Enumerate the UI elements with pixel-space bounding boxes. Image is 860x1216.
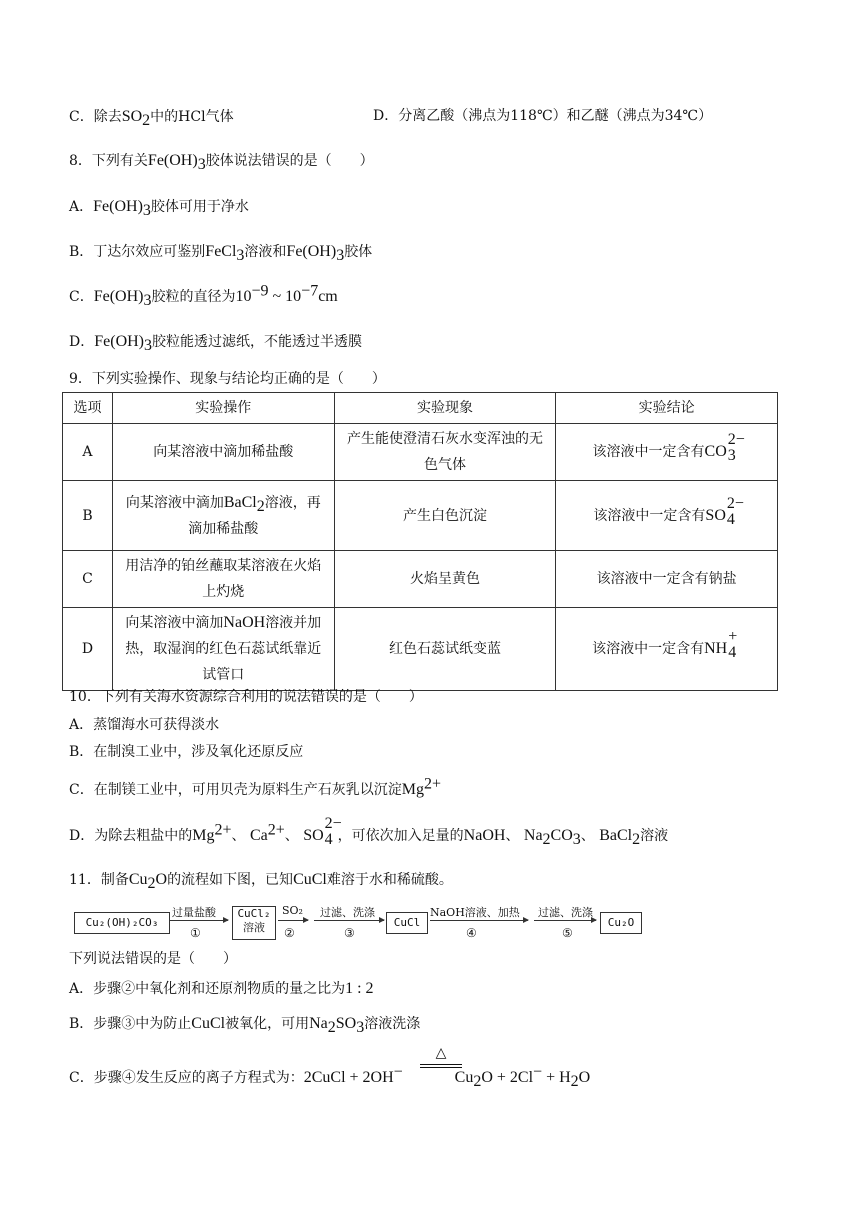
flow-step5-num: ⑤ <box>562 926 573 940</box>
row-observation: 火焰呈黄色 <box>334 551 556 608</box>
q11-option-b: B．步骤③中为防止CuCl被氧化，可用$Na_2SO_3$溶液洗涤 <box>69 1015 421 1036</box>
q10-option-c: C．在制镁工业中，可用贝壳为原料生产石灰乳以沉淀$Mg^{2+}$ <box>69 775 441 798</box>
q9-experiment-table <box>62 392 778 691</box>
q8-option-a: A．$Fe(OH)_3$胶体可用于净水 <box>69 198 249 219</box>
flow-arrow-1 <box>170 920 228 921</box>
q11-stem: 11．制备$Cu_2O$的流程如下图，已知CuCl难溶于水和稀硫酸。 <box>69 871 453 892</box>
table-row <box>63 551 778 608</box>
row-option: B <box>63 481 113 551</box>
flow-step1-num: ① <box>190 926 201 940</box>
row-conclusion: 该溶液中一定含有CO 2− 3 <box>556 424 778 481</box>
heating-condition-sign <box>420 1046 462 1068</box>
q8-option-b: B．丁达尔效应可鉴别FeCl$_3$溶液和$Fe(OH)_3$胶体 <box>69 243 373 264</box>
q10-option-d: D．为除去粗盐中的$Mg^{2+}$、 $Ca^{2+}$、 SO 2− 4 ，可依次加入足量的NaOH、 $Na_2CO_3$、 BaCl$_2$溶液 <box>69 815 669 848</box>
flow-arrow-3 <box>314 920 384 921</box>
q10-option-a: A．蒸馏海水可获得淡水 <box>69 717 220 733</box>
row-operation: 向某溶液中滴加稀盐酸 <box>112 424 334 481</box>
q11-option-a: A．步骤②中氧化剂和还原剂物质的量之比为1 : 2 <box>69 980 374 997</box>
row-observation: 红色石蕊试纸变蓝 <box>334 608 556 691</box>
row-observation: 产生能使澄清石灰水变浑浊的无色气体 <box>334 424 556 481</box>
row-option: D <box>63 608 113 691</box>
equation-double-line <box>420 1064 462 1068</box>
row-operation: 向某溶液中滴加NaOH溶液并加热，取湿润的红色石蕊试纸靠近试管口 <box>112 608 334 691</box>
table-row <box>63 424 778 481</box>
flow-step2-num: ② <box>284 926 295 940</box>
flow-step1-label: 过量盐酸 <box>172 906 216 919</box>
row-option: C <box>63 551 113 608</box>
row-operation: 向某溶液中滴加BaCl$_2$溶液，再滴加稀盐酸 <box>112 481 334 551</box>
flow-step4-label: NaOH溶液、加热 <box>430 906 520 919</box>
flow-arrow-5 <box>534 920 596 921</box>
flow-arrow-4 <box>430 920 528 921</box>
header-operation: 实验操作 <box>112 393 334 424</box>
flow-cucl2-box <box>232 906 276 940</box>
q10-stem: 10．下列有关海水资源综合利用的说法错误的是（ ） <box>69 689 423 705</box>
table-header-row <box>63 393 778 424</box>
row-option: A <box>63 424 113 481</box>
q8-option-c: C．$Fe(OH)_3$胶粒的直径为$10^{-9}$ ~ $10^{-7}cm$ <box>69 282 338 309</box>
flow-cucl2-formula: CuCl₂ <box>237 907 271 920</box>
q7-option-c: C．除去$SO_2$中的HCl气体 <box>69 108 234 129</box>
q8-stem: 8．下列有关$Fe(OH)_3$胶体说法错误的是（ ） <box>69 152 374 173</box>
row-conclusion: 该溶液中一定含有NH + 4 <box>556 608 778 691</box>
header-observation: 实验现象 <box>334 393 556 424</box>
q11-sub-stem: 下列说法错误的是（ ） <box>69 951 237 967</box>
flow-cucl2-solution: 溶液 <box>243 921 265 934</box>
flow-cucl-box: CuCl <box>386 912 428 934</box>
flow-step4-num: ④ <box>466 926 477 940</box>
header-option: 选项 <box>63 393 113 424</box>
row-conclusion: 该溶液中一定含有SO 2− 4 <box>556 481 778 551</box>
flow-step5-label: 过滤、洗涤 <box>538 906 593 919</box>
flow-step3-label: 过滤、洗涤 <box>320 906 375 919</box>
table-row <box>63 481 778 551</box>
q8-option-d: D．$Fe(OH)_3$胶粒能透过滤纸，不能透过半透膜 <box>69 333 362 354</box>
flow-start-box: Cu₂(OH)₂CO₃ <box>74 912 170 934</box>
q11-flowchart <box>74 904 644 944</box>
flow-end-box: Cu₂O <box>600 912 642 934</box>
row-observation: 产生白色沉淀 <box>334 481 556 551</box>
q10-option-b: B．在制溴工业中，涉及氧化还原反应 <box>69 744 304 760</box>
flow-arrow-2 <box>278 920 308 921</box>
header-conclusion: 实验结论 <box>556 393 778 424</box>
row-conclusion: 该溶液中一定含有钠盐 <box>556 551 778 608</box>
flow-step2-label: SO₂ <box>282 904 303 917</box>
table-row <box>63 608 778 691</box>
heat-triangle-icon: △ <box>435 1045 447 1061</box>
q9-stem: 9．下列实验操作、现象与结论均正确的是（ ） <box>69 371 386 387</box>
flow-step3-num: ③ <box>344 926 355 940</box>
row-operation: 用洁净的铂丝蘸取某溶液在火焰上灼烧 <box>112 551 334 608</box>
q11-option-c: C．步骤④发生反应的离子方程式为：2CuCl + 2OH− $Cu_2O + 2Cl^- + H_2O$ <box>69 1063 591 1090</box>
q7-option-d: D．分离乙酸（沸点为118℃）和乙醚（沸点为34℃） <box>373 108 713 124</box>
